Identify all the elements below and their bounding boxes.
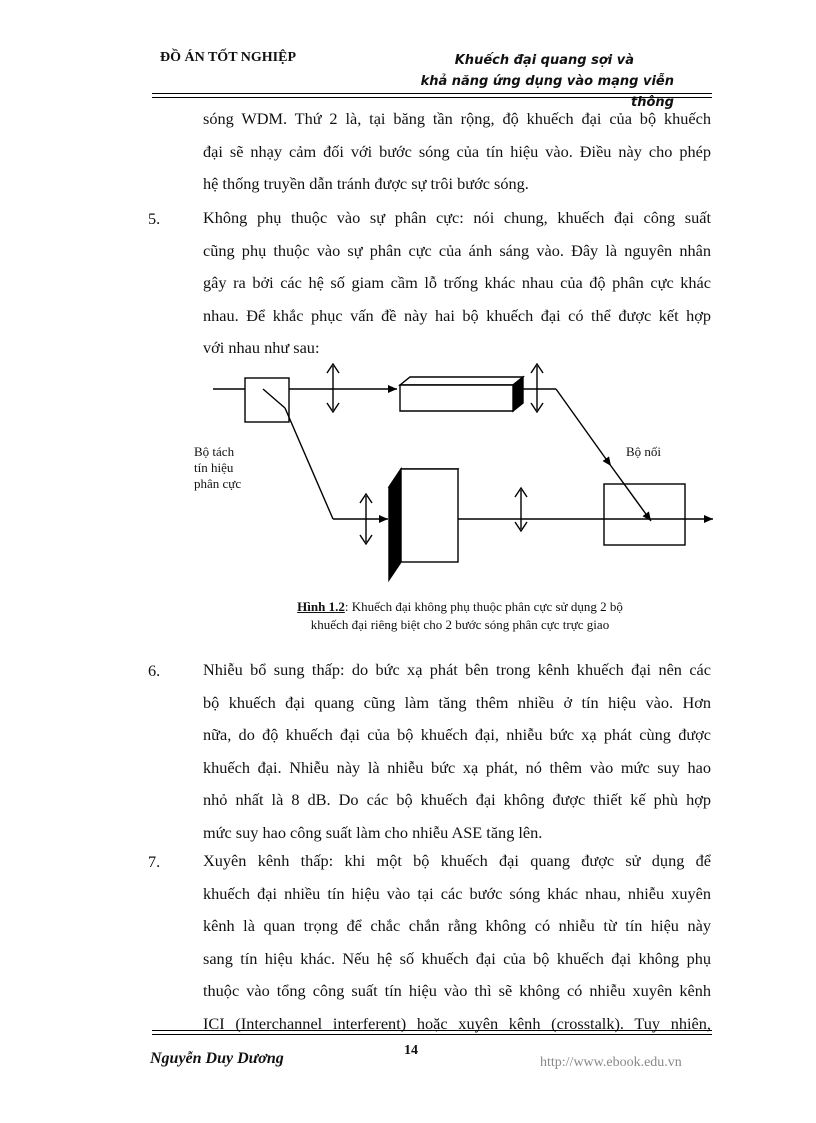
item5-paragraph <box>203 202 711 365</box>
top-amplifier-top <box>400 377 523 385</box>
splitter-label-line: phân cực <box>194 476 242 491</box>
item7-line: sang tín hiệu khác. Nếu hệ số khuếch đại của bộ khuếch đại không phụ <box>203 948 711 968</box>
figure-diagram <box>0 355 816 595</box>
caption-label: Hình 1.2 <box>297 599 345 614</box>
figure-caption <box>250 598 670 634</box>
header-rule-top <box>152 93 712 94</box>
top-amplifier-front <box>400 385 513 411</box>
header-subtitle-line2: khả năng ứng dụng vào mạng viễn thông <box>420 74 674 110</box>
item7-line: Xuyên kênh thấp: khi một bộ khuếch đại quang được sử dụng để <box>203 851 711 870</box>
item5-line: với nhau như sau: <box>203 338 320 357</box>
item7-paragraph <box>203 845 711 1040</box>
intro-line: hệ thống truyền dẫn tránh được sự trôi bước sóng. <box>203 174 529 193</box>
header-title: ĐỒ ÁN TỐT NGHIỆP <box>160 50 297 65</box>
intro-line: sóng WDM. Thứ 2 là, tại băng tần rộng, độ khuếch đại của bộ khuếch <box>203 109 711 128</box>
author-signature: Nguyễn Duy Dương <box>150 1050 284 1067</box>
item7-line: kênh là quan trọng để chắc chắn rằng không có nhiễu từ tín hiệu này <box>203 916 711 935</box>
footer-rule-top <box>152 1030 712 1031</box>
page-number: 14 <box>404 1043 418 1058</box>
item7-line: ICI (Interchannel interferent) hoặc xuyên kênh (crosstalk). Tuy nhiên, <box>203 1013 711 1033</box>
footer-url[interactable]: http://www.ebook.edu.vn <box>540 1055 682 1070</box>
footer-rule-bottom <box>152 1034 712 1035</box>
item6-line: bộ khuếch đại quang cũng làm tăng thêm nhiều ở tín hiệu vào. Hơn <box>203 692 711 712</box>
item6-line: Nhiễu bổ sung thấp: do bức xạ phát bên trong kênh khuếch đại nên các <box>203 660 711 679</box>
item7-line: thuộc vào tổng công suất tín hiệu vào thì sẽ không có nhiễu xuyên kênh <box>203 981 711 1000</box>
intro-paragraph <box>203 103 711 201</box>
item-number: 5. <box>148 209 161 228</box>
item6-line: mức suy hao công suất làm cho nhiễu ASE tăng lên. <box>203 822 543 842</box>
header-rule-bottom <box>152 97 712 98</box>
splitter-label <box>194 444 241 492</box>
beam-to-coupler <box>556 389 611 466</box>
item5-line: cũng phụ thuộc vào sự phân cực của ánh sáng vào. Đây là nguyên nhân <box>203 240 711 260</box>
item-number: 6. <box>148 661 161 680</box>
bottom-amplifier-side <box>389 469 401 580</box>
caption-text-line2: khuếch đại riêng biệt cho 2 bước sóng phân cực trực giao <box>310 617 610 632</box>
splitter-box <box>245 378 289 422</box>
item5-line: Không phụ thuộc vào sự phân cực: nói chung, khuếch đại công suất <box>203 208 711 227</box>
coupler-box <box>604 484 685 545</box>
caption-text: : Khuếch đại không phụ thuộc phân cực sử dụng 2 bộ <box>344 599 623 614</box>
item6-line: khuếch đại. Nhiễu này là nhiễu bức xạ phát, nó thêm vào mức suy hao <box>203 757 711 777</box>
beam-split-down <box>285 408 333 519</box>
item6-line: nữa, do độ khuếch đại của bộ khuếch đại, nhiễu bức xạ phát cùng được <box>203 725 711 744</box>
coupler-label: Bộ nối <box>626 444 662 459</box>
item6-line: nhỏ nhất là 8 dB. Do các bộ khuếch đại không được thiết kế phù hợp <box>203 790 711 809</box>
header-subtitle-line1: Khuếch đại quang sợi và <box>454 53 634 68</box>
item-number: 7. <box>148 852 161 871</box>
item6-paragraph <box>203 654 711 849</box>
splitter-label-line: tín hiệu <box>194 460 234 475</box>
item7-line: khuếch đại nhiều tín hiệu vào tại các bước sóng khác nhau, nhiễu xuyên <box>203 883 711 903</box>
splitter-label-line: Bộ tách <box>194 444 235 459</box>
intro-line: đại sẽ nhạy cảm đối với bước sóng của tín hiệu vào. Điều này cho phép <box>203 141 711 161</box>
item5-line: nhau. Để khắc phục vấn đề này hai bộ khuếch đại có thể được kết hợp <box>203 305 711 325</box>
bottom-amplifier-front <box>401 469 458 562</box>
item5-line: gây ra bởi các hệ số giam cầm lỗ trống khác nhau của độ phân cực khác <box>203 273 711 292</box>
